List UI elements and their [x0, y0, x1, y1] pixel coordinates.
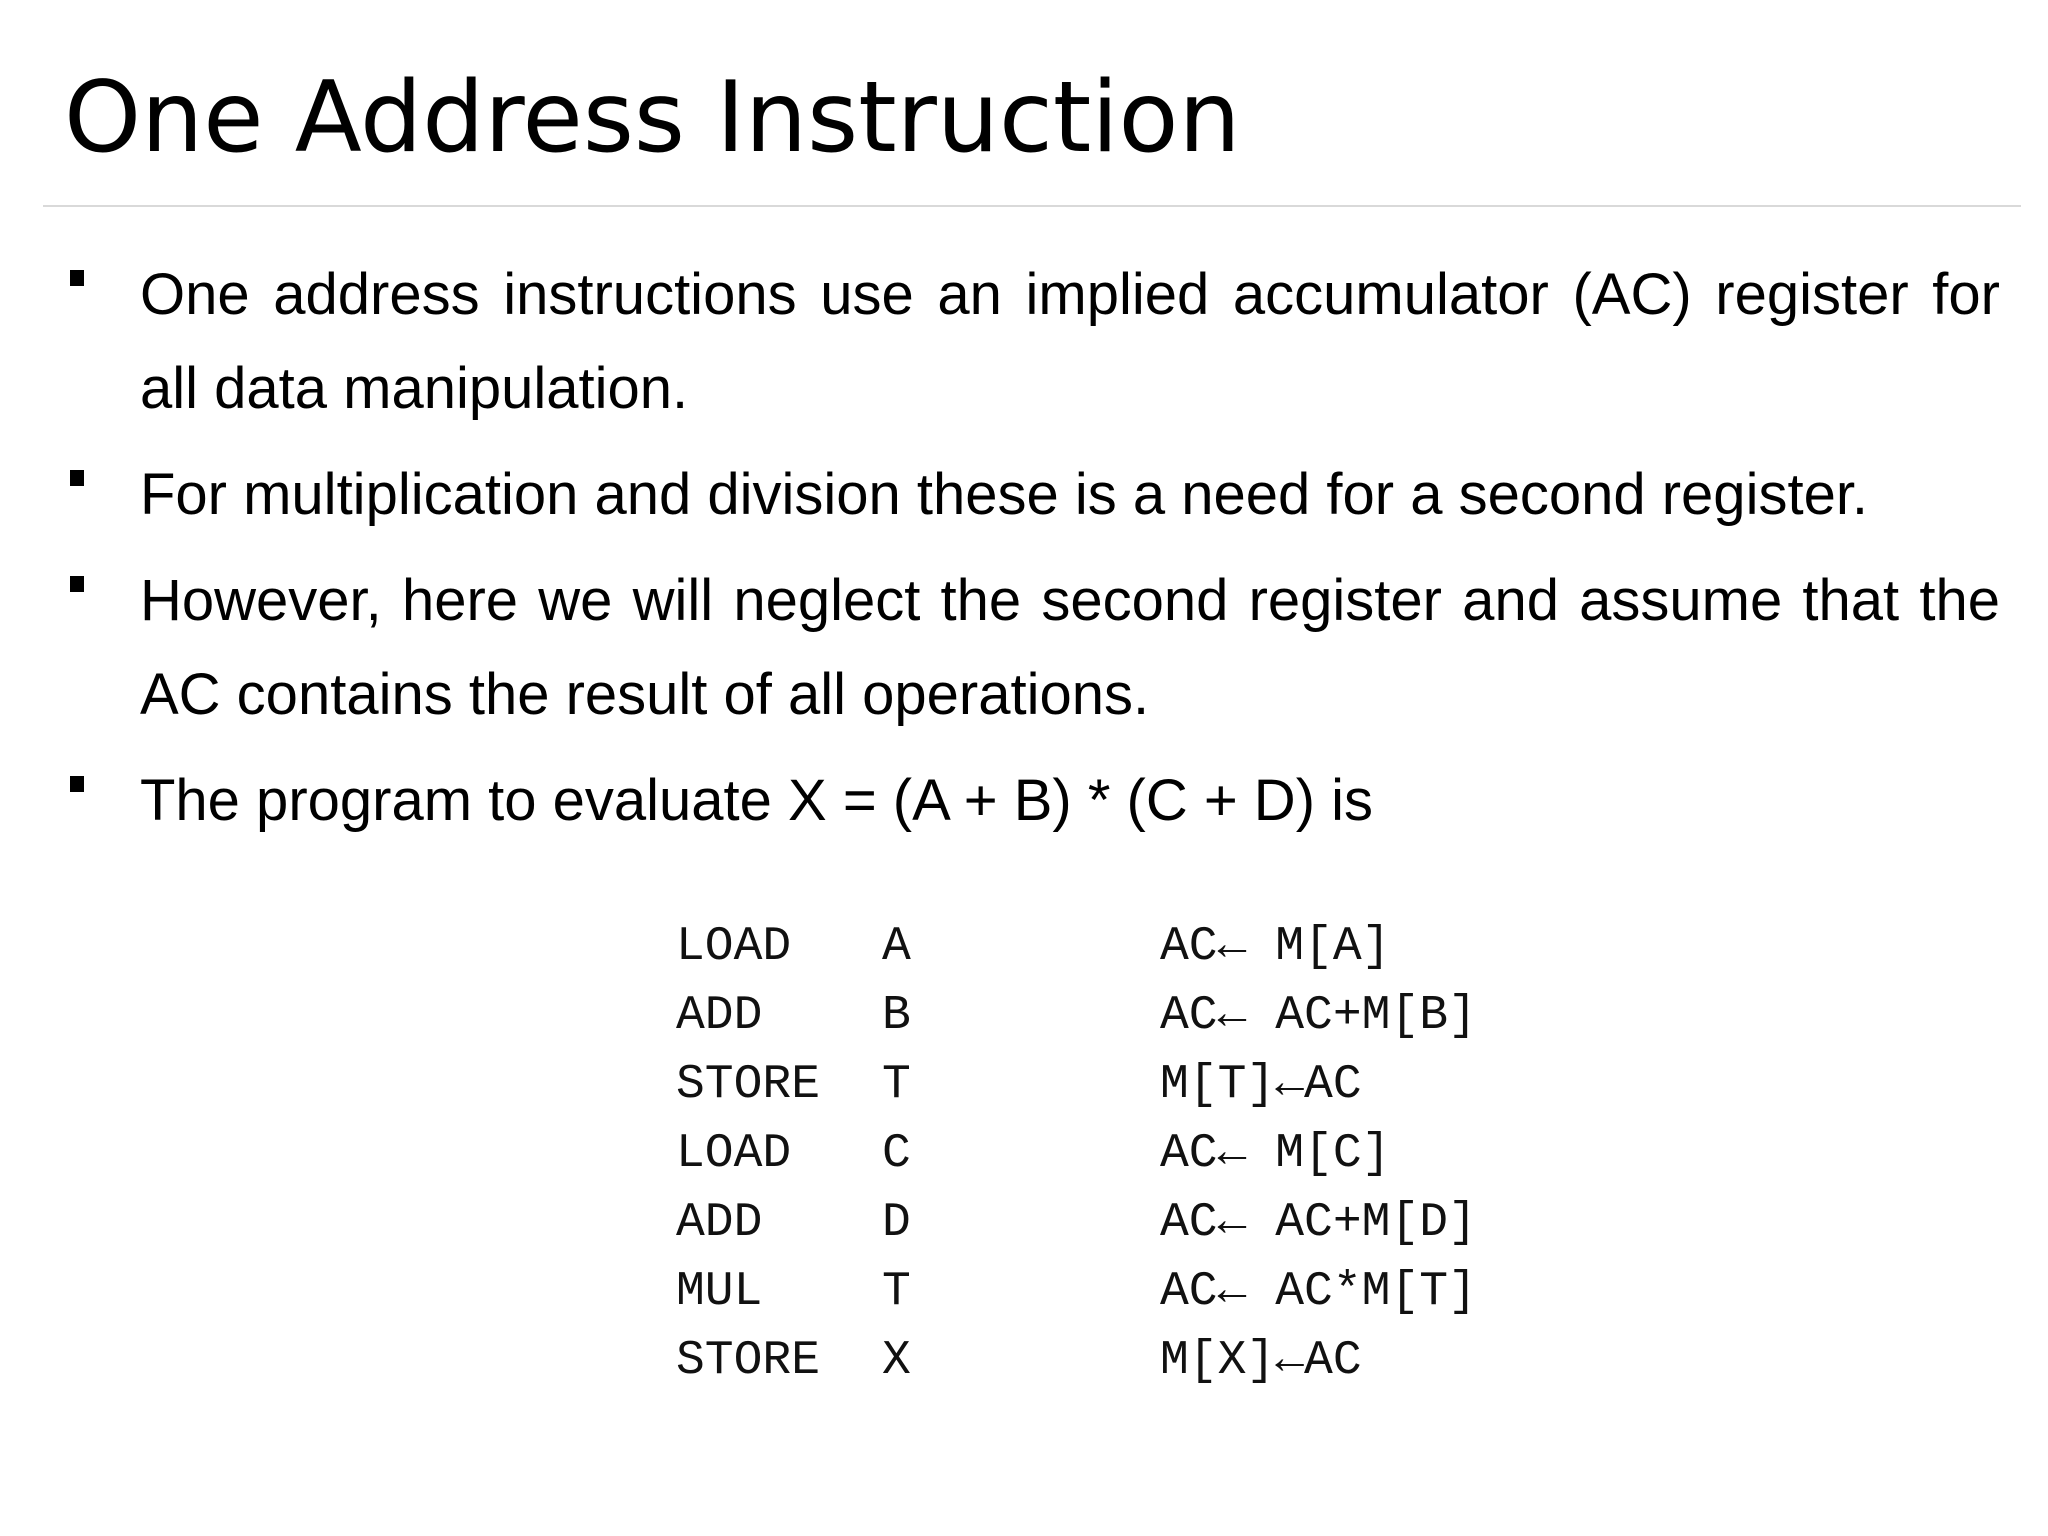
opcode: LOAD [676, 1127, 792, 1181]
square-bullet-icon [70, 470, 84, 486]
register-transfer: M[X]←AC [1160, 1334, 1362, 1388]
bullet-text: The program to evaluate X = (A + B) * (C + D) is [140, 768, 1374, 833]
bullet-item [60, 248, 2000, 436]
bullet-list [60, 248, 2000, 860]
operand: X [882, 1334, 911, 1388]
register-transfer: AC← AC*M[T] [1160, 1265, 1477, 1319]
operand: C [882, 1127, 911, 1181]
bullet-text: One address instructions use an implied accumulator (AC) register for all data manipulation. [140, 262, 2000, 421]
bullet-item [60, 448, 2000, 542]
register-transfer: AC← M[A] [1160, 920, 1391, 974]
slide-title: One Address Instruction [64, 61, 1241, 175]
operand: A [882, 920, 911, 974]
operand: B [882, 989, 911, 1043]
opcode: ADD [676, 1196, 763, 1250]
square-bullet-icon [70, 776, 84, 792]
opcode: STORE [676, 1058, 821, 1112]
bullet-text: However, here we will neglect the second register and assume that the AC contains the result of all operations. [140, 568, 2000, 727]
bullet-item [60, 754, 2000, 848]
bullet-text: For multiplication and division these is a need for a second register. [140, 462, 1869, 527]
square-bullet-icon [70, 270, 84, 286]
operand: T [882, 1058, 911, 1112]
title-divider [43, 205, 2021, 207]
register-transfer: AC← M[C] [1160, 1127, 1391, 1181]
register-transfer: M[T]←AC [1160, 1058, 1362, 1112]
register-transfer: AC← AC+M[B] [1160, 989, 1477, 1043]
opcode: LOAD [676, 920, 792, 974]
operand: T [882, 1265, 911, 1319]
square-bullet-icon [70, 576, 84, 592]
bullet-item [60, 554, 2000, 742]
opcode: MUL [676, 1265, 763, 1319]
opcode: ADD [676, 989, 763, 1043]
register-transfer: AC← AC+M[D] [1160, 1196, 1477, 1250]
opcode: STORE [676, 1334, 821, 1388]
operand: D [882, 1196, 911, 1250]
